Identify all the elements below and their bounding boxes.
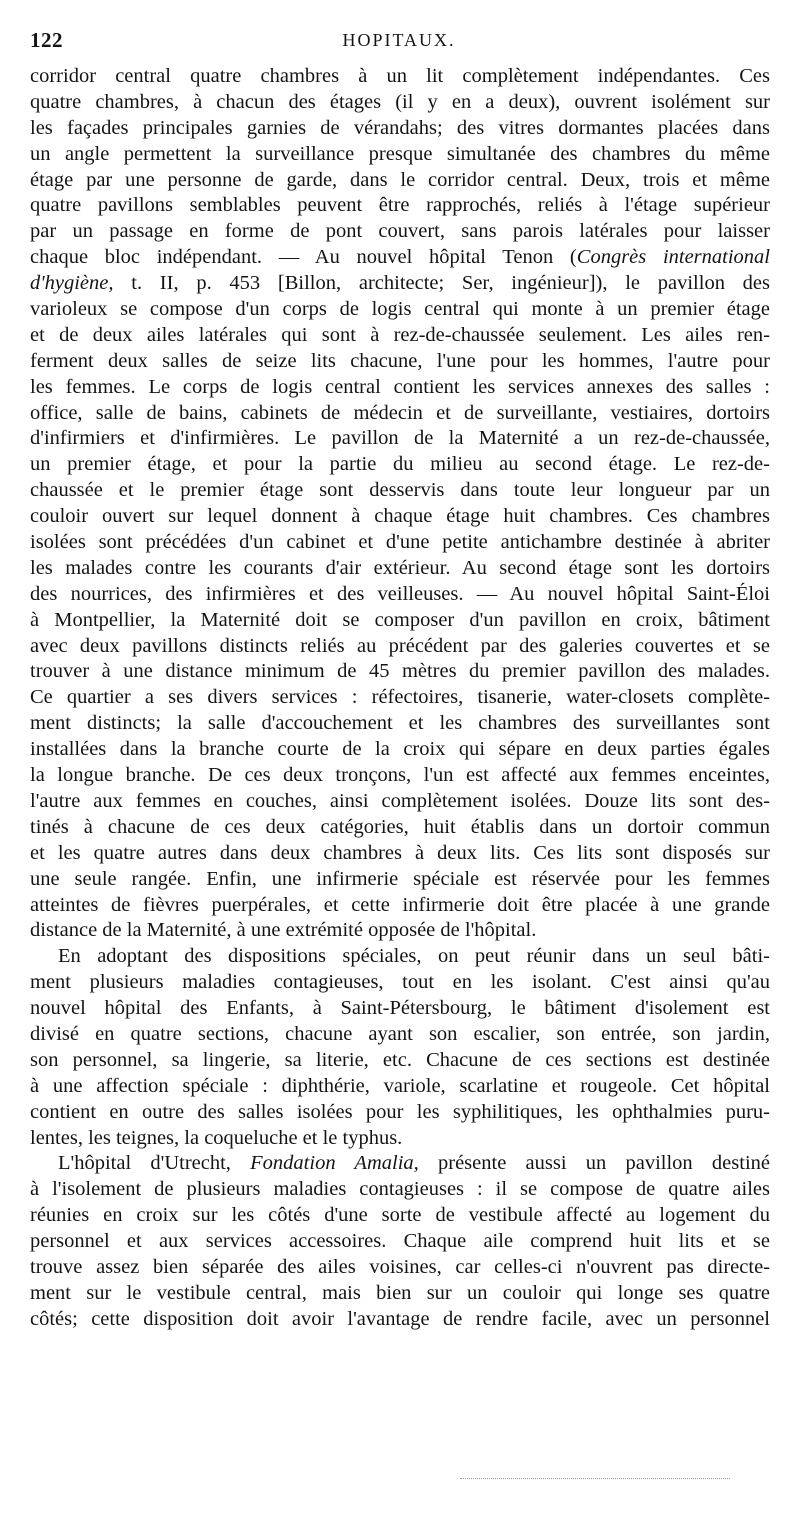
text-line bbox=[30, 789, 770, 815]
text-line bbox=[30, 530, 770, 556]
text-line bbox=[30, 504, 770, 530]
text-line bbox=[30, 1255, 770, 1281]
text-line bbox=[30, 685, 770, 711]
text-segment: isolées sont précédées d'un cabinet et d'une petite antichambre destinée à abriter bbox=[30, 531, 770, 554]
text-segment: tinés à chacune de ces deux catégories, huit établis dans un dortoir commun bbox=[30, 815, 770, 838]
text-line bbox=[30, 90, 770, 116]
text-line bbox=[30, 608, 770, 634]
text-segment: Ce quartier a ses divers services : réfectoires, tisanerie, water-closets complète- bbox=[30, 686, 770, 709]
text-segment: un angle permettent la surveillance presque simultanée des chambres du même bbox=[30, 142, 770, 165]
text-line bbox=[30, 64, 770, 90]
text-line bbox=[30, 556, 770, 582]
text-line bbox=[30, 1126, 770, 1152]
text-segment: un premier étage, et pour la partie du milieu au second étage. Le rez-de- bbox=[30, 453, 770, 476]
text-segment: ment sur le vestibule central, mais bien sur un couloir qui longe ses quatre bbox=[30, 1281, 770, 1304]
text-segment: office, salle de bains, cabinets de médecin et de surveillante, vestiaires, dortoirs bbox=[30, 401, 770, 424]
text-segment: couloir ouvert sur lequel donnent à chaque étage huit chambres. Ces chambres bbox=[30, 505, 770, 528]
text-line bbox=[30, 737, 770, 763]
text-line bbox=[30, 271, 770, 297]
text-line bbox=[30, 1100, 770, 1126]
text-line bbox=[30, 815, 770, 841]
text-segment: réunies en croix sur les côtés d'une sorte de vestibule affecté au logement du bbox=[30, 1204, 770, 1227]
text-segment: la longue branche. De ces deux tronçons, l'un est affecté aux femmes enceintes, bbox=[30, 764, 770, 787]
text-segment: les malades contre les courants d'air extérieur. Au second étage sont les dortoirs bbox=[30, 556, 770, 579]
text-line bbox=[30, 711, 770, 737]
text-segment: par un passage en forme de pont couvert, sans parois latérales pour laisser bbox=[30, 220, 770, 243]
text-segment: côtés; cette disposition doit avoir l'avantage de rendre facile, avec un personnel bbox=[30, 1307, 770, 1330]
text-segment: varioleux se compose d'un corps de logis central qui monte à un premier étage bbox=[30, 298, 770, 321]
text-segment: à une affection spéciale : diphthérie, variole, scarlatine et rougeole. Cet hôpital bbox=[30, 1074, 770, 1097]
text-segment: quatre pavillons semblables peuvent être rapprochés, reliés à l'étage supérieur bbox=[30, 194, 770, 217]
italic-text: Congrès international bbox=[576, 246, 770, 269]
text-segment: nouvel hôpital des Enfants, à Saint-Pétersbourg, le bâtiment d'isolement est bbox=[30, 997, 770, 1020]
text-line bbox=[30, 1203, 770, 1229]
text-line bbox=[30, 375, 770, 401]
text-line bbox=[30, 1229, 770, 1255]
text-line bbox=[30, 1307, 770, 1333]
text-segment: atteintes de fièvres puerpérales, et cette infirmerie doit être placée à une grande bbox=[30, 893, 770, 916]
text-segment: distance de la Maternité, à une extrémité opposée de l'hôpital. bbox=[30, 919, 537, 942]
text-line bbox=[30, 944, 770, 970]
text-line bbox=[30, 116, 770, 142]
text-segment: chaque bloc indépendant. — Au nouvel hôpital Tenon ( bbox=[30, 246, 577, 269]
footer-dotted-rule bbox=[460, 1478, 730, 1479]
text-segment: trouver à une distance minimum de 45 mètres du premier pavillon des malades. bbox=[30, 660, 770, 683]
text-line bbox=[30, 1074, 770, 1100]
italic-text: Fondation Amalia, bbox=[250, 1152, 419, 1175]
text-line bbox=[30, 193, 770, 219]
text-line bbox=[30, 970, 770, 996]
page-header bbox=[30, 28, 768, 58]
text-line bbox=[30, 426, 770, 452]
text-line bbox=[30, 478, 770, 504]
text-line bbox=[30, 867, 770, 893]
text-line bbox=[30, 168, 770, 194]
running-head: HOPITAUX. bbox=[342, 30, 456, 50]
text-segment: divisé en quatre sections, chacune ayant son escalier, son entrée, son jardin, bbox=[30, 1022, 770, 1045]
text-line bbox=[30, 401, 770, 427]
text-segment: En adoptant des dispositions spéciales, on peut réunir dans un seul bâti- bbox=[58, 945, 770, 968]
text-segment: contient en outre des salles isolées pour les syphilitiques, les ophthalmies puru- bbox=[30, 1100, 770, 1123]
text-segment: et de deux ailes latérales qui sont à rez-de-chaussée seulement. Les ailes ren- bbox=[30, 323, 770, 346]
text-line bbox=[30, 634, 770, 660]
text-segment: les femmes. Le corps de logis central contient les services annexes des salles : bbox=[30, 375, 770, 398]
text-line bbox=[30, 1281, 770, 1307]
text-segment: d'infirmiers et d'infirmières. Le pavillon de la Maternité a un rez-de-chaussée, bbox=[30, 427, 770, 450]
text-line bbox=[30, 142, 770, 168]
text-segment: présente aussi un pavillon destiné bbox=[418, 1152, 770, 1175]
body-text bbox=[30, 64, 770, 1333]
text-segment: l'autre aux femmes en couches, ainsi complètement isolées. Douze lits sont des- bbox=[30, 789, 770, 812]
text-line bbox=[30, 323, 770, 349]
text-line bbox=[30, 582, 770, 608]
text-segment: chaussée et le premier étage sont desservis dans toute leur longueur par un bbox=[30, 479, 770, 502]
text-segment: et les quatre autres dans deux chambres à deux lits. Ces lits sont disposés sur bbox=[30, 841, 770, 864]
text-segment: personnel et aux services accessoires. Chaque aile comprend huit lits et se bbox=[30, 1230, 770, 1253]
text-segment: corridor central quatre chambres à un lit complètement indépendantes. Ces bbox=[30, 65, 770, 87]
text-segment: ment plusieurs maladies contagieuses, tout en les isolant. C'est ainsi qu'au bbox=[30, 971, 770, 994]
text-segment: ferment deux salles de seize lits chacune, l'une pour les hommes, l'autre pour bbox=[30, 349, 770, 372]
text-segment: t. II, p. 453 [Billon, architecte; Ser, ingénieur]), le pavillon des bbox=[113, 272, 770, 295]
text-segment: son personnel, sa lingerie, sa literie, etc. Chacune de ces sections est destinée bbox=[30, 1048, 770, 1071]
text-segment: quatre chambres, à chacun des étages (il y en a deux), ouvrent isolément sur bbox=[30, 90, 770, 113]
text-segment: étage par une personne de garde, dans le corridor central. Deux, trois et même bbox=[30, 168, 770, 191]
text-segment: avec deux pavillons distincts reliés au précédent par des galeries couvertes et se bbox=[30, 634, 770, 657]
text-segment: à l'isolement de plusieurs maladies contagieuses : il se compose de quatre ailes bbox=[30, 1178, 770, 1201]
text-segment: ment distincts; la salle d'accouchement et les chambres des surveillantes sont bbox=[30, 712, 770, 735]
text-segment: L'hôpital d'Utrecht, bbox=[58, 1152, 251, 1175]
text-segment: lentes, les teignes, la coqueluche et le typhus. bbox=[30, 1126, 403, 1149]
text-line bbox=[30, 918, 770, 944]
text-segment: une seule rangée. Enfin, une infirmerie spéciale est réservée pour les femmes bbox=[30, 867, 770, 890]
text-line bbox=[30, 659, 770, 685]
text-line bbox=[30, 297, 770, 323]
text-line bbox=[30, 1177, 770, 1203]
text-line bbox=[30, 452, 770, 478]
text-segment: installées dans la branche courte de la croix qui sépare en deux parties égales bbox=[30, 738, 770, 761]
text-line bbox=[30, 349, 770, 375]
text-line bbox=[30, 1022, 770, 1048]
text-line bbox=[30, 1151, 770, 1177]
text-line bbox=[30, 1048, 770, 1074]
italic-text: d'hygiène, bbox=[30, 272, 114, 295]
text-line bbox=[30, 219, 770, 245]
text-line bbox=[30, 841, 770, 867]
text-segment: des nourrices, des infirmières et des veilleuses. — Au nouvel hôpital Saint-Éloi bbox=[30, 582, 770, 605]
text-segment: trouve assez bien séparée des ailes voisines, car celles-ci n'ouvrent pas directe- bbox=[30, 1255, 770, 1278]
page-number: 122 bbox=[30, 28, 63, 52]
text-line bbox=[30, 996, 770, 1022]
text-line bbox=[30, 763, 770, 789]
text-segment: les façades principales garnies de vérandahs; des vitres dormantes placées dans bbox=[30, 116, 770, 139]
text-segment: à Montpellier, la Maternité doit se composer d'un pavillon en croix, bâtiment bbox=[30, 608, 770, 631]
text-line bbox=[30, 245, 770, 271]
text-line bbox=[30, 893, 770, 919]
